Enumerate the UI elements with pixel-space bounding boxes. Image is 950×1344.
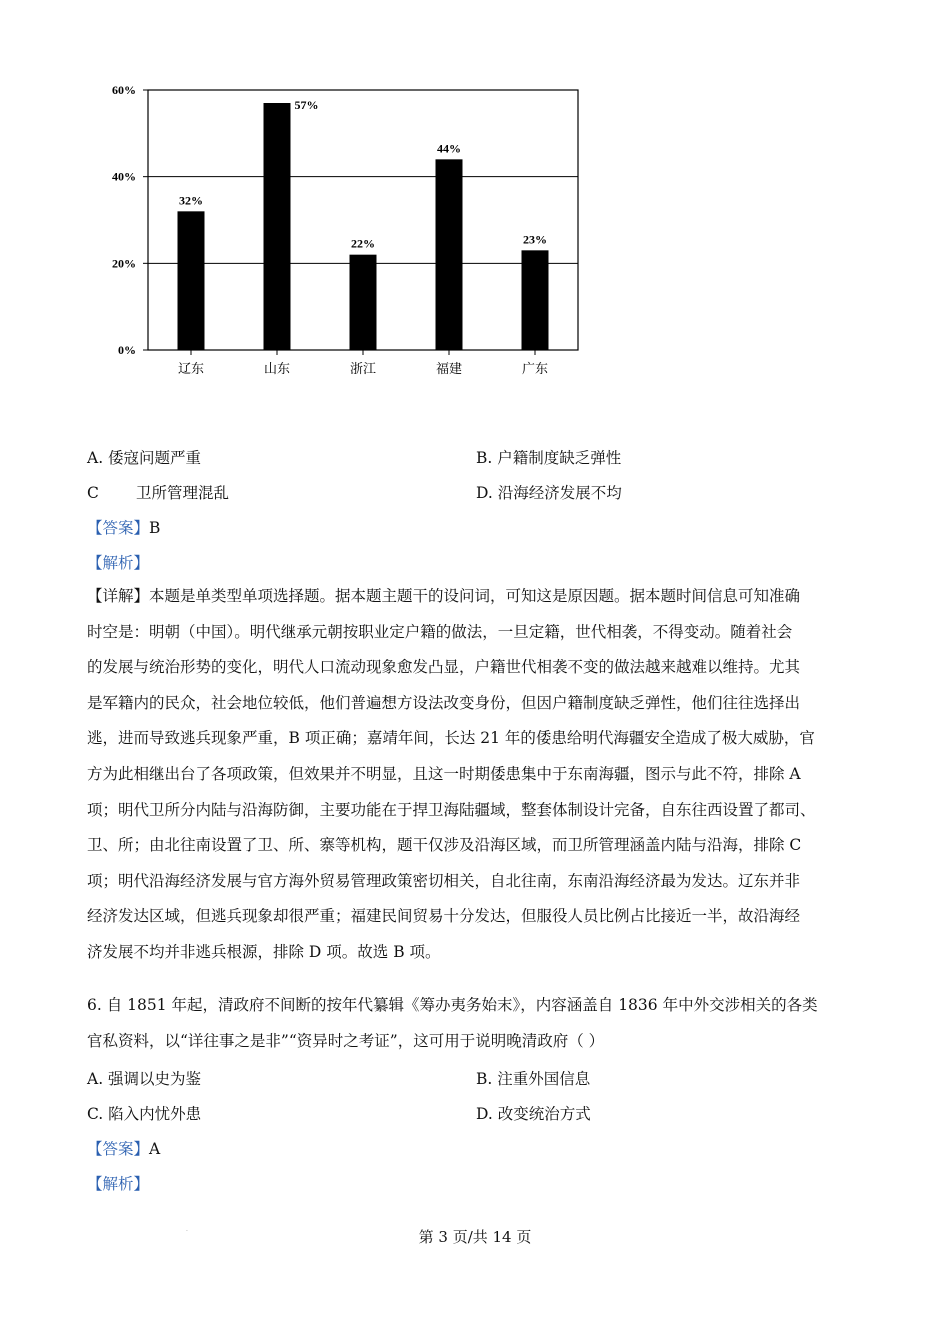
answer-value: B (149, 519, 161, 537)
detail-line: 项；明代沿海经济发展与官方海外贸易管理政策密切相关，自北往南，东南沿海经济最为发达。辽东并非 (87, 871, 801, 890)
bar (264, 103, 291, 350)
detail-line: 卫、所；由北往南设置了卫、所、寨等机构，题干仅涉及沿海区域，而卫所管理涵盖内陆与沿海，排除 C (87, 836, 802, 855)
chart-canvas (100, 80, 600, 390)
x-tick-label: 福建 (435, 361, 463, 376)
q5-option-a: A. 倭寇问题严重 (87, 449, 202, 467)
q5-answer (87, 518, 160, 538)
detail-line: 时空是：明朝（中国）。明代继承元朝按职业定户籍的做法，一旦定籍，世代相袭，不得变动。随着社会 (87, 622, 793, 641)
q6-answer (87, 1139, 160, 1159)
y-tick-label: 0% (118, 343, 136, 357)
bar (522, 250, 549, 350)
q5-option-b: B. 户籍制度缺乏弹性 (476, 449, 622, 467)
q5-analysis-tag (87, 553, 149, 573)
y-tick-label: 60% (112, 83, 136, 97)
bar-chart (100, 80, 600, 390)
detail-line: 经济发达区域，但逃兵现象却很严重；福建民间贸易十分发达，但服役人员比例占比接近一半，故沿海经 (87, 907, 801, 926)
analysis-tag: 【解析】 (87, 1175, 150, 1193)
detail-line: 项；明代卫所分内陆与沿海防御，主要功能在于捍卫海陆疆域，整套体制设计完备，自东往西设置了都司、 (87, 800, 816, 819)
analysis-tag: 【解析】 (87, 554, 150, 572)
data-label: 32% (179, 193, 203, 208)
q6-option-d: D. 改变统治方式 (476, 1105, 591, 1123)
data-label: 44% (437, 141, 461, 156)
q5-detail (87, 579, 865, 971)
y-tick-label: 20% (112, 256, 136, 271)
data-label: 23% (523, 232, 547, 247)
bar (436, 159, 463, 350)
q6-stem (87, 988, 865, 1059)
data-label: 57% (294, 98, 319, 112)
q6-option-b: B. 注重外国信息 (476, 1070, 591, 1088)
q6-option-a: A. 强调以史为鉴 (87, 1070, 202, 1088)
x-tick-label: 山东 (263, 361, 291, 376)
q5-option-c-letter: C (87, 484, 99, 502)
q6-analysis-tag (87, 1174, 149, 1194)
detail-line: 的发展与统治形势的变化，明代人口流动现象愈发凸显，户籍世代相袭不变的做法越来越难以维持。尤其 (87, 658, 801, 677)
x-tick-label: 广东 (521, 361, 549, 376)
data-label: 22% (351, 236, 375, 251)
y-tick-label: 40% (112, 169, 136, 184)
detail-line: 【详解】本题是单类型单项选择题。据本题主题干的设问词，可知这是原因题。据本题时间信息可知准确 (87, 587, 801, 605)
q5-option-d: D. 沿海经济发展不均 (476, 484, 622, 502)
detail-line: 是军籍内的民众，社会地位较低，他们普遍想方设法改变身份，但因户籍制度缺乏弹性，他们往往选择出 (87, 693, 801, 712)
bar (178, 211, 205, 350)
answer-tag: 【答案】 (87, 1140, 150, 1158)
q6-option-c: C. 陷入内忧外患 (87, 1105, 202, 1123)
footer-mark: . (186, 1226, 188, 1233)
detail-line: 方为此相继出台了各项政策，但效果并不明显，且这一时期倭患集中于东南海疆，图示与此不符，排除 A (87, 764, 801, 783)
detail-tag: 【详解】 (87, 587, 150, 605)
q6-stem-line: 官私资料，以“详往事之是非”“资异时之考证”，这可用于说明晚清政府（ ） (87, 1031, 605, 1050)
x-tick-label: 浙江 (349, 361, 377, 376)
bar (350, 255, 377, 350)
answer-tag: 【答案】 (87, 519, 150, 537)
detail-line: 逃，进而导致逃兵现象严重，B 项正确；嘉靖年间，长达 21 年的倭患给明代海疆安全造成了极大威胁，官 (87, 729, 815, 748)
q6-stem-line: 6. 自 1851 年起，清政府不间断的按年代纂辑《筹办夷务始末》，内容涵盖自 1836 年中外交涉相关的各类 (87, 996, 818, 1014)
page-number: 第 3 页/共 14 页 (418, 1228, 532, 1246)
answer-value: A (149, 1140, 161, 1158)
q5-option-c-text: 卫所管理混乱 (136, 484, 230, 502)
x-tick-label: 辽东 (177, 361, 205, 376)
detail-line: 济发展不均并非逃兵根源，排除 D 项。故选 B 项。 (87, 942, 441, 961)
